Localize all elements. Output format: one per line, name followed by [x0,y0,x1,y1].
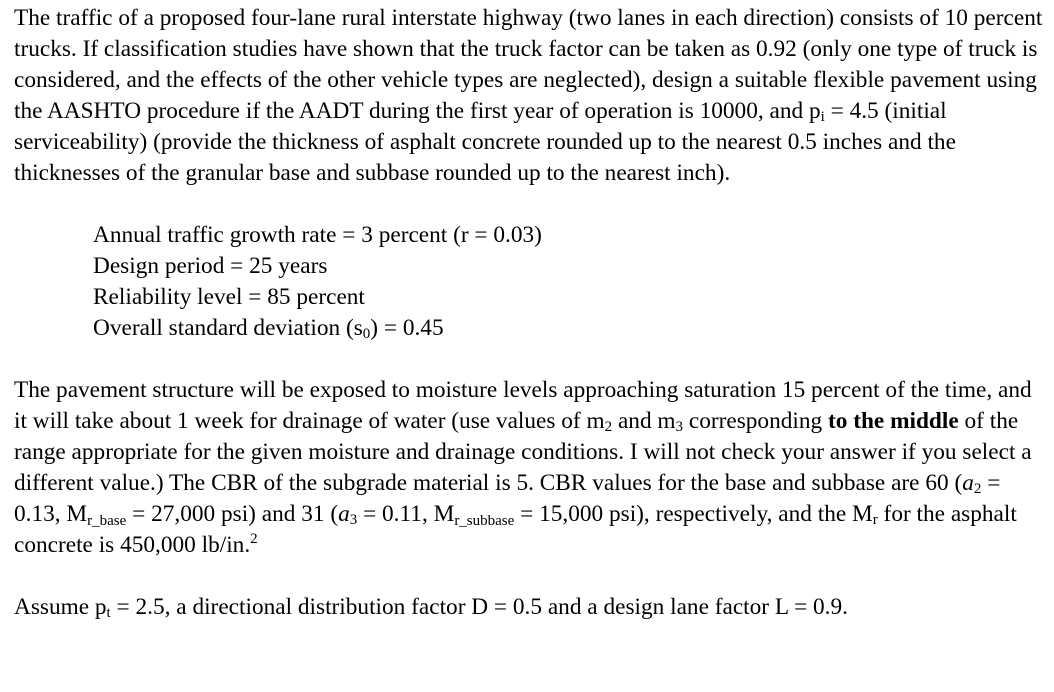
mr-subbase-subscript: r_subbase [454,513,515,529]
conditions-text-i: for the asphalt concrete is 450,000 lb/in. [14,501,1017,558]
m2-subscript: 2 [604,419,613,435]
squared-superscript: 2 [250,531,258,547]
sd-text: Overall standard deviation (s [93,315,363,341]
a2-symbol: a [962,470,974,496]
conditions-text-e: = 0.13, M [14,470,1001,527]
conditions-text-b: and m [612,408,676,434]
standard-deviation [93,313,1044,344]
conditions-paragraph [14,375,1044,561]
intro-text-tail: = 4.5 (initial serviceability) (provide the thickness of asphalt concrete rounded up to the nearest 0.5 inches and the thicknesses of the granular base and subbase rounded up to the nearest inch). [14,98,956,186]
design-period: Design period = 25 years [93,253,328,279]
reliability-level: Reliability level = 85 percent [93,284,365,310]
pi-subscript: i [820,109,825,125]
intro-paragraph [14,3,1044,189]
conditions-text-g: = 0.11, M [357,501,455,527]
bold-emphasis: to the middle [827,408,959,434]
conditions-text-d: of the range appropriate for the given moisture and drainage conditions. I will not check your answer if you select a different value.) The CBR of the subgrade material is 5. CBR values for the base and subbase are 60 ( [14,408,1032,496]
mr-subscript: r [872,512,878,528]
growth-rate: Annual traffic growth rate = 3 percent (r = 0.03) [93,222,542,248]
conditions-text-a: The pavement structure will be exposed to moisture levels approaching saturation 15 percent of the time, and it will take about 1 week for drainage of water (use values of m [14,377,1032,434]
assumptions-paragraph [14,592,1044,623]
conditions-text-f: = 27,000 psi) and 31 ( [126,501,339,527]
problem-statement [14,3,1044,623]
assume-text: Assume p [14,594,107,620]
a3-symbol: a [338,501,350,527]
conditions-text-h: = 15,000 psi), respectively, and the M [514,501,873,527]
given-values [93,220,1044,344]
a3-subscript: 3 [349,512,358,528]
intro-text: The traffic of a proposed four-lane rural interstate highway (two lanes in each direction) consists of 10 percent trucks. If classification studies have shown that the truck factor can be taken as 0.92 (only one type of truck is considered, and the effects of the other vehicle types are neglected), design a suitable flexible pavement using the AASHTO procedure if the AADT during the first year of operation is 10000, and p [14,5,1043,124]
assume-values: = 2.5, a directional distribution factor D = 0.5 and a design lane factor L = 0.9. [110,594,848,620]
mr-base-subscript: r_base [87,513,127,529]
a2-subscript: 2 [973,481,982,497]
pt-subscript: t [106,605,111,621]
conditions-text-c: corresponding [683,408,828,434]
s0-subscript: 0 [362,326,371,342]
sd-value: ) = 0.45 [370,315,444,341]
m3-subscript: 3 [675,419,684,435]
